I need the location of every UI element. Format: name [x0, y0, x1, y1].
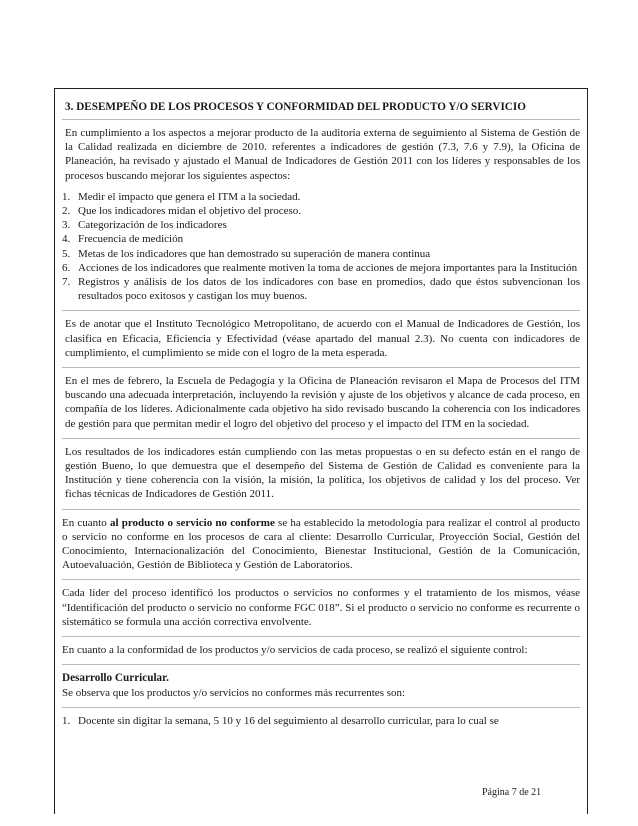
list-text: Frecuencia de medición	[78, 233, 184, 246]
intro-paragraph: En cumplimiento a los aspectos a mejorar producto de la auditoría externa de seguimiento al Sistema de Gestión de la Calidad realizada en diciembre de 2010. referentes a indicadores de gestión (7.3, 7.6 y 7.9), la Oficina de Planeación, ha revisado y ajustado el Manual de Indicadores de Gestión 2011 con los líderes y responsables de los procesos buscando mejorar los siguientes aspectos:	[65, 127, 580, 182]
list-number: 1.	[62, 190, 71, 203]
section-title: 3. DESEMPEÑO DE LOS PROCESOS Y CONFORMIDAD DEL PRODUCTO Y/O SERVICIO	[65, 101, 526, 113]
list-text: Que los indicadores midan el objetivo del proceso.	[78, 205, 301, 218]
list-item	[62, 261, 580, 275]
list-item	[62, 204, 580, 218]
nonconforming-post: se ha establecido la metodología para realizar el control al producto o servicio no conforme en los procesos de cara al cliente: Desarrollo Curricular, Proyección Social, Gestión del Conocimiento, Internacionalización del Conocimiento, Bienestar Institucional, Gestión de la Comunicación, Autoevaluación, Gestión de Biblioteca y Gestión de Laboratorios.	[62, 516, 581, 572]
list-item	[62, 190, 580, 204]
list-text: Docente sin digitar la semana, 5 10 y 16 del seguimiento al desarrollo curricular, para lo cual se	[78, 714, 499, 727]
divider	[62, 579, 580, 580]
divider	[62, 707, 580, 708]
divider	[62, 509, 580, 510]
list-text: Registros y análisis de los datos de los indicadores con base en promedios, dado que éstos subvencionan los resultados poco exitosos y castigan los muy buenos.	[78, 276, 580, 303]
results-paragraph: Los resultados de los indicadores están cumpliendo con las metas propuestas o en su defecto están en el rango de gestión Bueno, lo que demuestra que el desempeño del Sistema de Gestión de Calidad es conveniente para la Institución y tiene coherencia con la visión, la misión, la política, los objetivos de calidad y los del proceso. Ver fichas técnicas de Indicadores de Gestión 2011.	[65, 445, 580, 501]
control-paragraph: En cuanto a la conformidad de los productos y/o servicios de cada proceso, se realizó el siguiente control:	[62, 644, 528, 657]
docente-list	[62, 714, 580, 728]
divider	[62, 119, 580, 120]
list-item	[62, 232, 580, 246]
list-number: 5.	[62, 247, 71, 260]
divider	[62, 636, 580, 637]
divider	[62, 438, 580, 439]
nonconforming-bold: al producto o servicio no conforme	[109, 516, 275, 529]
list-number: 1.	[62, 714, 71, 727]
recurrent-paragraph: Se observa que los productos y/o servicios no conformes más recurrentes son:	[62, 686, 406, 699]
curricular-subheading: Desarrollo Curricular.	[62, 672, 169, 685]
classification-paragraph: Es de anotar que el Instituto Tecnológico Metropolitano, de acuerdo con el Manual de Indicadores de Gestión, los clasifica en Eficacia, Eficiencia y Efectividad (véase apartado del manual 2.3). No cuenta con indicadores de cumplimiento, el cumplimiento se mide con el logro de la meta esperada.	[65, 318, 580, 359]
list-item	[62, 714, 580, 728]
february-paragraph: En el mes de febrero, la Escuela de Pedagogía y la Oficina de Planeación revisaron el Mapa de Procesos del ITM buscando una adecuada interpretación, incluyendo la revisión y ajuste de los objetivos y alcance de cada proceso, en compañía de los líderes. Adicionalmente cada objetivo ha sido revisado buscando la coherencia con los indicadores de gestión para que permitan medir el logro del objetivo del proceso y el impacto del ITM en la sociedad.	[65, 375, 580, 430]
list-item	[62, 218, 580, 232]
divider	[62, 310, 580, 311]
page-number: Página 7 de 21	[482, 787, 542, 798]
list-number: 2.	[62, 205, 71, 218]
aspects-list	[62, 190, 580, 304]
list-item	[62, 247, 580, 261]
list-number: 6.	[62, 261, 71, 274]
document-frame	[54, 88, 588, 814]
nonconforming-paragraph	[62, 516, 580, 573]
list-text: Categorización de los indicadores	[78, 219, 227, 232]
divider	[62, 367, 580, 368]
list-number: 4.	[62, 233, 71, 246]
list-item	[62, 275, 580, 303]
list-text: Acciones de los indicadores que realmente motiven la toma de acciones de mejora importantes para la Institución	[78, 261, 578, 274]
list-text: Medir el impacto que genera el ITM a la sociedad.	[78, 190, 301, 203]
divider	[62, 664, 580, 665]
leaders-paragraph: Cada líder del proceso identificó los productos o servicios no conformes y el tratamiento de los mismos, véase “Identificación del producto o servicio no conforme FGC 018”. Si el producto o servicio no conforme es recurrente o sistemático se formula una acción correctiva envolvente.	[62, 587, 580, 628]
list-number: 3.	[62, 219, 71, 232]
nonconforming-pre: En cuanto	[62, 516, 110, 529]
list-number: 7.	[62, 276, 71, 289]
list-text: Metas de los indicadores que han demostrado su superación de manera continua	[78, 247, 431, 260]
